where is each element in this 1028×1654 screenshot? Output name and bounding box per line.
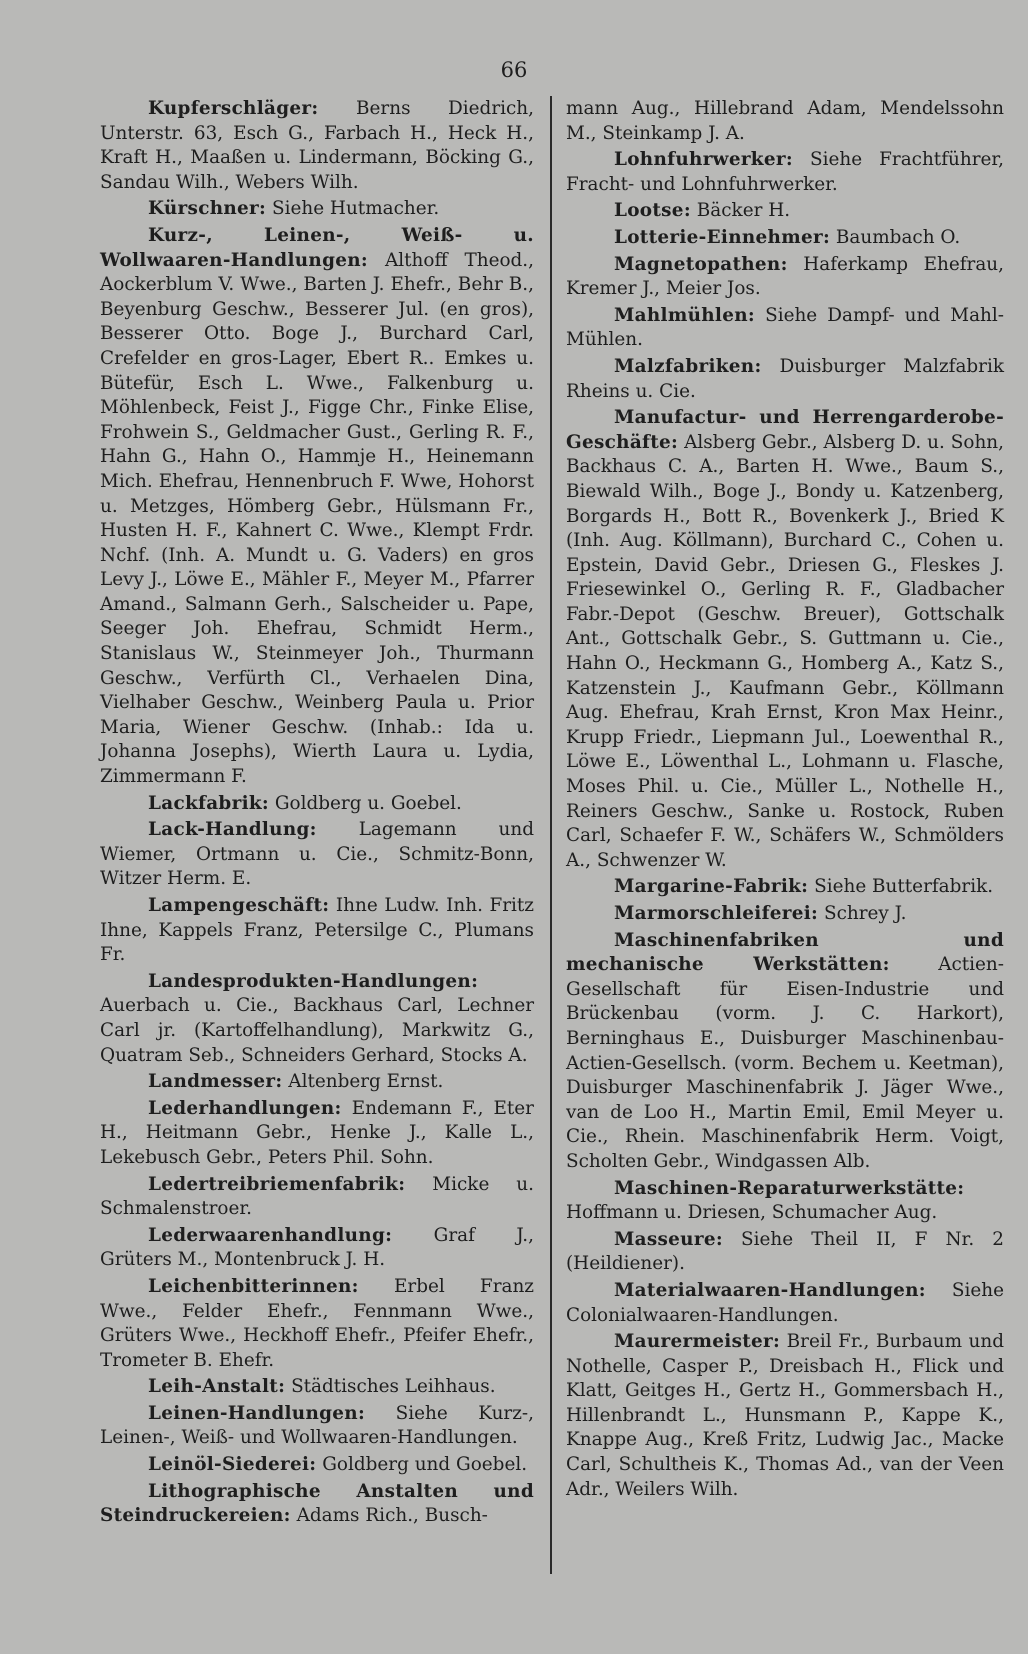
entry-text: Graf J., Grüters M., Montenbruck J. H. xyxy=(100,1224,534,1271)
directory-entry xyxy=(566,97,1004,146)
entry-heading: Lohnfuhrwerker: xyxy=(614,149,793,171)
directory-entry xyxy=(566,1279,1004,1328)
entry-text: Altenberg Ernst. xyxy=(288,1071,444,1093)
entry-heading: Lampengeschäft: xyxy=(148,895,330,916)
entry-heading: Lederhandlungen: xyxy=(148,1097,342,1119)
right-column xyxy=(566,97,1004,1504)
entry-heading: Leih-Anstalt: xyxy=(148,1376,286,1398)
directory-entry xyxy=(100,1402,534,1451)
entry-text: mann Aug., Hillebrand Adam, Mendelssohn M., Steinkamp J. A. xyxy=(566,98,1004,144)
directory-entry xyxy=(100,1275,534,1373)
entry-text: Siehe Theil II, F Nr. 2 (Heildiener). xyxy=(566,1228,1004,1275)
directory-entry xyxy=(100,970,534,1068)
entry-heading: Leinen-Handlungen: xyxy=(148,1402,366,1424)
entry-heading: Ledertreibriemenfabrik: xyxy=(148,1173,406,1195)
directory-entry xyxy=(100,197,534,222)
directory-entry xyxy=(566,304,1004,353)
directory-entry xyxy=(100,224,534,790)
entry-text: Duisburger Malzfabrik Rheins u. Cie. xyxy=(566,355,1004,402)
entry-text: Alsberg Gebr., Alsberg D. u. Sohn, Backhaus C. A., Barten H. Wwe., Baum S., Biewald Wilh., Boge J., Bondy u. Katzenberg, Borgards H., Bott R., Bovenkerk J., Bried K (Inh. Aug. Köllmann), Burchard C., Cohen u. Epstein, David Gebr., Driesen G., Fleskes J. Friesewinkel O., Gerling R. F., Gladbacher Fabr.-Depot (Geschw. Breuer), Gottschalk Ant., Gottschalk Gebr., S. Guttmann u. Cie., Hahn O., Heckmann G., Homberg A., Katz S., Katzenstein J., Kaufmann Gebr., Köllmann Aug. Ehefrau, Krah Ernst, Kron Max Heinr., Krupp Friedr., Liepmann Jul., Loewenthal R., Löwe E., Löwenthal L., Lohmann u. Flasche, Moses Phil. u. Cie., Müller L., Nothelle H., Reiners Geschw., Sanke u. Rostock, Ruben Carl, Schaefer F. W., Schäfers W., Schmölders A., Schwenzer W. xyxy=(566,431,1004,871)
entry-text: Siehe Colonialwaaren-Handlungen. xyxy=(566,1279,1004,1326)
entry-heading: Lack-Handlung: xyxy=(148,819,317,841)
directory-entry xyxy=(566,875,1004,900)
entry-text: Micke u. Schmalenstroer. xyxy=(100,1173,534,1220)
entry-heading: Leinöl-Siederei: xyxy=(148,1454,317,1476)
entry-heading: Maschinen-Reparaturwerkstätte: xyxy=(614,1177,965,1199)
directory-entry xyxy=(566,1177,1004,1226)
entry-text: Actien-Gesellschaft für Eisen-Industrie und Brückenbau (vorm. J. C. Harkort), Berninghaus E., Duisburger Maschinenbau-Actien-Gesellsch. (vorm. Bechem u. Keetman), Duisburger Maschinenfabrik J. Jäger Wwe., van de Loo H., Martin Emil, Emil Meyer u. Cie., Rhein. Maschinenfabrik Herm. Voigt, Scholten Gebr., Windgassen Alb. xyxy=(566,954,1004,1172)
directory-entry xyxy=(100,1375,534,1400)
directory-entry xyxy=(566,406,1004,873)
directory-entry xyxy=(566,902,1004,927)
entry-text: Endemann F., Eter H., Heitmann Gebr., Henke J., Kalle L., Lekebusch Gebr., Peters Phil. Sohn. xyxy=(100,1097,534,1168)
entry-heading: Masseure: xyxy=(614,1228,723,1250)
entry-text: Lagemann und Wiemer, Ortmann u. Cie., Schmitz-Bonn, Witzer Herm. E. xyxy=(100,819,534,890)
entry-heading: Lithographische Anstalten und Steindruckereien: xyxy=(100,1480,534,1527)
directory-entry xyxy=(100,818,534,892)
entry-heading: Lootse: xyxy=(614,200,691,222)
directory-entry xyxy=(100,97,534,195)
directory-entry xyxy=(566,148,1004,197)
directory-entry xyxy=(566,929,1004,1175)
entry-heading: Kürschner: xyxy=(148,198,267,220)
entry-text: Goldberg u. Goebel. xyxy=(274,792,462,814)
entry-heading: Marmorschleiferei: xyxy=(614,903,819,924)
column-divider xyxy=(550,96,552,1574)
entry-text: Baumbach O. xyxy=(835,226,961,248)
directory-entry xyxy=(566,1330,1004,1502)
directory-entry xyxy=(100,792,534,817)
entry-text: Althoff Theod., Aockerblum V. Wwe., Barten J. Ehefr., Behr B., Beyenburg Geschw., Besserer Jul. (en gros), Besserer Otto. Boge J., Burchard Carl, Crefelder en gros-Lager, Ebert R.. Emkes u. Bütefür, Esch L. Wwe., Falkenburg u. Möhlenbeck, Feist J., Figge Chr., Finke Elise, Frohwein S., Geldmacher Gust., Gerling R. F., Hahn G., Hahn O., Hammje H., Heinemann Mich. Ehefrau, Hennenbruch F. Wwe, Hohorst u. Metzges, Hömberg Gebr., Hülsmann Fr., Husten H. F., Kahnert C. Wwe., Klempt Frdr. Nchf. (Inh. A. Mundt u. G. Vaders) en gros Levy J., Löwe E., Mähler F., Meyer M., Pfarrer Amand., Salmann Gerh., Salscheider u. Pape, Seeger Joh. Ehefrau, Schmidt Herm., Stanislaus W., Steinmeyer Joh., Thurmann Geschw., Verfürth Cl., Verhaelen Dina, Vielhaber Geschw., Weinberg Paula u. Prior Maria, Wiener Geschw. (Inhab.: Ida u. Johanna Josephs), Wierth Laura u. Lydia, Zimmermann F. xyxy=(100,249,534,788)
entry-text: Siehe Frachtführer, Fracht- und Lohnfuhrwerker. xyxy=(566,149,1004,195)
entry-text: Berns Diedrich, Unterstr. 63, Esch G., Farbach H., Heck H., Kraft H., Maaßen u. Lindermann, Böcking G., Sandau Wilh., Webers Wilh. xyxy=(100,98,534,193)
entry-text: Haferkamp Ehefrau, Kremer J., Meier Jos. xyxy=(566,253,1004,300)
entry-text: Siehe Dampf- und Mahl-Mühlen. xyxy=(566,304,1004,351)
directory-entry xyxy=(566,226,1004,251)
entry-text: Siehe Butterfabrik. xyxy=(814,876,994,898)
entry-text: Siehe Kurz-, Leinen-, Weiß- und Wollwaaren-Handlungen. xyxy=(100,1402,534,1449)
entry-heading: Landesprodukten-Handlungen: xyxy=(148,970,479,992)
entry-heading: Materialwaaren-Handlungen: xyxy=(614,1279,926,1301)
entry-heading: Maschinenfabriken und mechanische Werkstätten: xyxy=(566,929,1004,976)
entry-text: Hoffmann u. Driesen, Schumacher Aug. xyxy=(566,1202,938,1224)
directory-entry xyxy=(100,1480,534,1529)
entry-text: Schrey J. xyxy=(824,903,907,924)
entry-text: Goldberg und Goebel. xyxy=(322,1454,528,1476)
entry-heading: Kurz-, Leinen-, Weiß- u. Wollwaaren-Handlungen: xyxy=(100,224,534,271)
directory-entry xyxy=(100,1173,534,1222)
directory-entry xyxy=(100,1453,534,1478)
directory-entry xyxy=(566,1228,1004,1277)
entry-heading: Lotterie-Einnehmer: xyxy=(614,226,831,248)
directory-entry xyxy=(100,1224,534,1273)
entry-heading: Magnetopathen: xyxy=(614,253,788,275)
entry-text: Städtisches Leihhaus. xyxy=(291,1376,496,1398)
entry-text: Siehe Hutmacher. xyxy=(271,198,440,220)
directory-entry xyxy=(100,1097,534,1171)
entry-heading: Kupferschläger: xyxy=(148,98,319,119)
entry-heading: Mahlmühlen: xyxy=(614,304,755,326)
entry-heading: Leichenbitterinnen: xyxy=(148,1275,359,1297)
entry-text: Auerbach u. Cie., Backhaus Carl, Lechner Carl jr. (Kartoffelhandlung), Markwitz G., Quatram Seb., Schneiders Gerhard, Stocks A. xyxy=(100,995,534,1066)
directory-entry xyxy=(100,1070,534,1095)
directory-entry xyxy=(566,253,1004,302)
entry-text: Bäcker H. xyxy=(696,200,791,222)
entry-heading: Maurermeister: xyxy=(614,1331,781,1353)
left-column xyxy=(100,97,534,1531)
entry-text: Ihne Ludw. Inh. Fritz Ihne, Kappels Franz, Petersilge C., Plumans Fr. xyxy=(100,895,534,966)
entry-heading: Malzfabriken: xyxy=(614,355,762,377)
page-number: 66 xyxy=(500,58,528,82)
entry-heading: Landmesser: xyxy=(148,1071,283,1093)
entry-text: Erbel Franz Wwe., Felder Ehefr., Fennmann Wwe., Grüters Wwe., Heckhoff Ehefr., Pfeifer Ehefr., Trometer B. Ehefr. xyxy=(100,1275,534,1371)
entry-heading: Manufactur- und Herrengarderobe-Geschäfte: xyxy=(566,407,1004,453)
directory-entry xyxy=(566,199,1004,224)
directory-entry xyxy=(100,894,534,968)
entry-heading: Margarine-Fabrik: xyxy=(614,876,809,898)
entry-heading: Lackfabrik: xyxy=(148,792,269,814)
entry-text: Adams Rich., Busch- xyxy=(296,1505,488,1527)
directory-entry xyxy=(566,355,1004,404)
entry-text: Breil Fr., Burbaum und Nothelle, Casper P., Dreisbach H., Flick und Klatt, Geitges H., Gertz H., Gommersbach H., Hillenbrandt L., Hunsmann P., Kappe K., Knappe Aug., Kreß Fritz, Ludwig Jac., Macke Carl, Schultheis K., Thomas Ad., van der Veen Adr., Weilers Wilh. xyxy=(566,1331,1004,1500)
entry-heading: Lederwaarenhandlung: xyxy=(148,1224,393,1246)
